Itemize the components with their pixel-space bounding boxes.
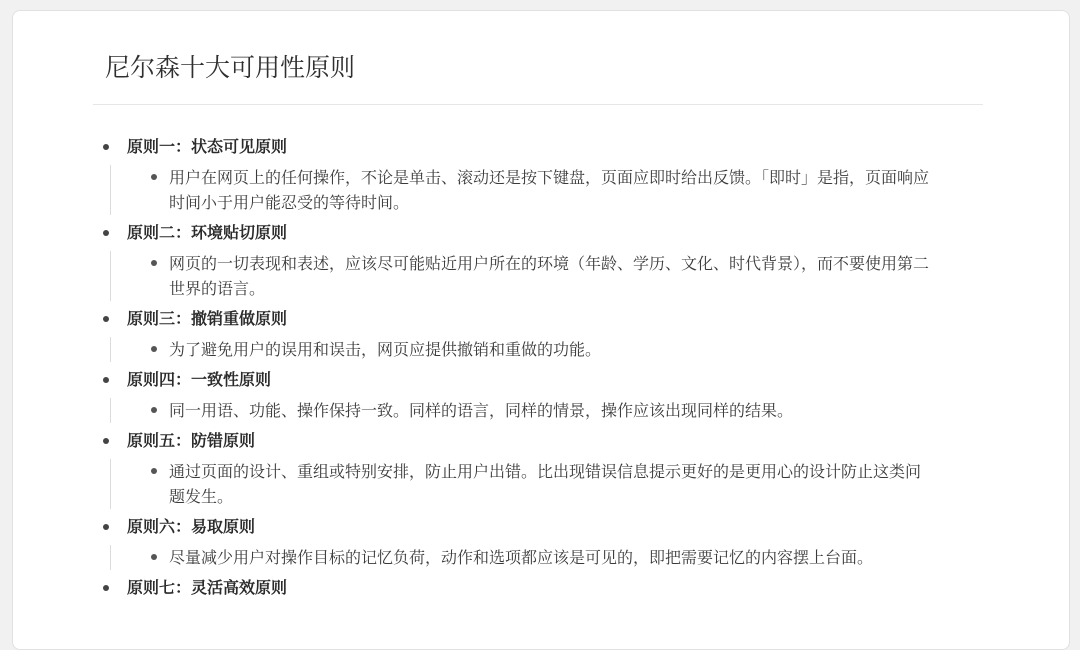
bullet-icon (103, 585, 109, 591)
principle-detail (121, 251, 935, 301)
principle-title: 原则五：防错原则 (127, 431, 256, 450)
principle-detail-text: 网页的一切表现和表述，应该尽可能贴近用户所在的环境（年龄、学历、文化、时代背景），而不要使用第二世界的语言。 (169, 254, 930, 298)
principle-item-5 (101, 429, 1001, 509)
principle-detail-text: 用户在网页上的任何操作，不论是单击、滚动还是按下键盘，页面应即时给出反馈。「即时」是指，页面响应时间小于用户能忍受的等待时间。 (169, 168, 930, 212)
principle-item-6 (101, 515, 1001, 570)
principle-title: 原则六：易取原则 (127, 517, 256, 536)
bullet-icon (151, 174, 157, 180)
title-divider (93, 104, 983, 105)
principle-detail-list (110, 459, 1001, 509)
bullet-icon (103, 438, 109, 444)
principle-title: 原则二：环境贴切原则 (127, 223, 288, 242)
bullet-icon (151, 468, 157, 474)
document-page (12, 10, 1070, 650)
bullet-icon (151, 260, 157, 266)
principle-detail-list (110, 398, 1001, 423)
bullet-icon (151, 554, 157, 560)
principle-item-7 (101, 576, 1001, 600)
bullet-icon (103, 144, 109, 150)
principle-detail (121, 398, 935, 423)
bullet-icon (151, 346, 157, 352)
principle-detail-text: 为了避免用户的误用和误击，网页应提供撤销和重做的功能。 (169, 340, 602, 359)
principle-detail (121, 545, 935, 570)
principle-item-2 (101, 221, 1001, 301)
principle-detail-list (110, 165, 1001, 215)
principle-detail (121, 459, 935, 509)
principle-detail-text: 同一用语、功能、操作保持一致。同样的语言，同样的情景，操作应该出现同样的结果。 (169, 401, 794, 420)
principle-detail (121, 337, 935, 362)
bullet-icon (103, 230, 109, 236)
principle-title: 原则七：灵活高效原则 (127, 578, 288, 597)
principle-detail-text: 通过页面的设计、重组或特别安排，防止用户出错。比出现错误信息提示更好的是更用心的设计防止这类问题发生。 (169, 462, 922, 506)
principle-item-1 (101, 135, 1001, 215)
principle-title: 原则一：状态可见原则 (127, 137, 288, 156)
principle-detail-list (110, 251, 1001, 301)
bullet-icon (151, 407, 157, 413)
principle-detail-list (110, 545, 1001, 570)
principle-detail-list (110, 337, 1001, 362)
principle-detail (121, 165, 935, 215)
principle-item-3 (101, 307, 1001, 362)
principles-list (101, 135, 1001, 600)
principle-title: 原则三：撤销重做原则 (127, 309, 288, 328)
bullet-icon (103, 316, 109, 322)
bullet-icon (103, 524, 109, 530)
principle-detail-text: 尽量减少用户对操作目标的记忆负荷，动作和选项都应该是可见的，即把需要记忆的内容摆上台面。 (169, 548, 874, 567)
bullet-icon (103, 377, 109, 383)
principle-title: 原则四：一致性原则 (127, 370, 272, 389)
principle-item-4 (101, 368, 1001, 423)
document-title: 尼尔森十大可用性原则 (105, 53, 356, 82)
